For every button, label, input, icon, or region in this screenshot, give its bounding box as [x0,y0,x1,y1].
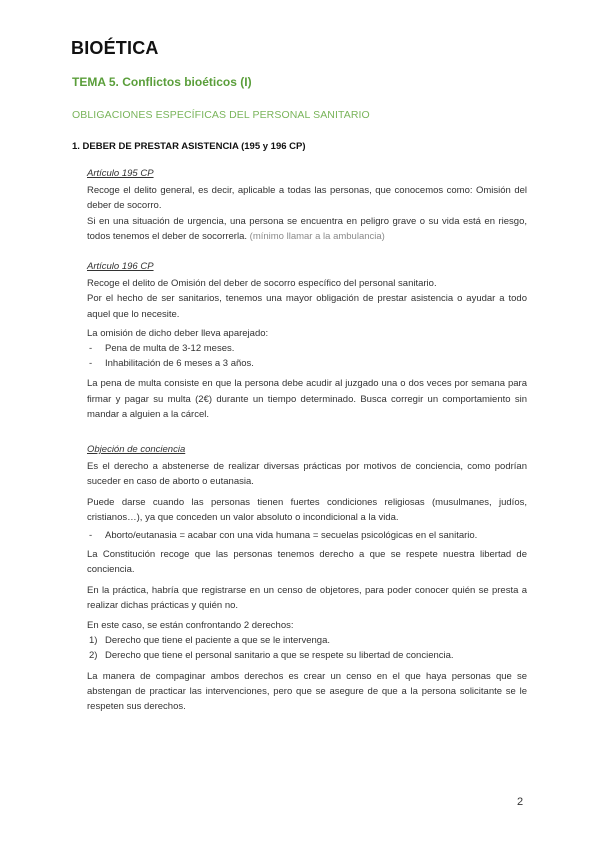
objection-paragraph: La manera de compaginar ambos derechos es crear un censo en el que haya personas que se abstengan de practicar las intervenciones, pero que se asegure de que a la persona solicitante se le respeten sus derechos. [87,670,527,713]
list-item: 1) Derecho que tiene el paciente a que se le intervenga. [89,635,330,647]
objection-block [87,442,527,714]
section-heading: OBLIGACIONES ESPECÍFICAS DEL PERSONAL SANITARIO [72,109,370,121]
article-196-heading: Artículo 196 CP [87,261,154,272]
article-196-paragraph: Por el hecho de ser sanitarios, tenemos una mayor obligación de prestar asistencia o ayudar a todo aquel que lo necesite. [87,293,527,320]
article-196-paragraph: La omisión de dicho deber lleva aparejado: [87,327,269,339]
article-196-paragraph: La pena de multa consiste en que la persona debe acudir al juzgado una o dos veces por semana para firmar y pagar su multa (2€) durante un tiempo determinado. Busca corregir un comportamiento sin mandar a alguien a la cárcel. [87,378,527,420]
article-195-paragraph: Si en una situación de urgencia, una persona se encuentra en peligro grave o su vida está en riesgo, todos tenemos el deber de socorrerla. (mínimo llamar a la ambulancia) [87,215,527,242]
list-item: - Inhabilitación de 6 meses a 3 años. [89,358,254,370]
document-title: BIOÉTICA [71,38,159,58]
dash-list [87,528,527,543]
objection-paragraph: En la práctica, habría que registrarse en un censo de objetores, para poder conocer quién se presta a realizar dichas prácticas y quién no. [87,584,527,611]
page-number: 2 [517,796,524,808]
list-item: - Aborto/eutanasia = acabar con una vida humana = secuelas psicológicas en el sanitario. [89,530,478,542]
objection-paragraph: La Constitución recoge que las personas tenemos derecho a que se respete nuestra libertad de conciencia. [87,549,527,576]
article-195-block [87,166,527,244]
article-195-heading: Artículo 195 CP [87,168,154,179]
rights-list [87,633,527,663]
objection-paragraph: En este caso, se están confrontando 2 derechos: [87,620,294,632]
article-195-paragraph: Recoge el delito general, es decir, aplicable a todas las personas, que conocemos como: Omisión del deber de socorro. [87,185,527,212]
article-196-paragraph: Recoge el delito de Omisión del deber de socorro específico del personal sanitario. [87,278,437,290]
objection-heading: Objeción de conciencia [87,444,186,455]
list-item: 2) Derecho que tiene el personal sanitario a que se respete su libertad de conciencia. [89,650,454,662]
objection-paragraph: Puede darse cuando las personas tienen fuertes condiciones religiosas (musulmanes, judíos, cristianos…), ya que conceden un valor absoluto o incondicional a la vida. [87,496,527,523]
subsection-heading: 1. DEBER DE PRESTAR ASISTENCIA (195 y 196 CP) [72,141,306,152]
penalty-list [87,341,527,371]
article-195-note: (mínimo llamar a la ambulancia) [249,230,385,242]
topic-heading: TEMA 5. Conflictos bioéticos (I) [72,75,252,89]
objection-paragraph: Es el derecho a abstenerse de realizar diversas prácticas por motivos de conciencia, como podrían suceder en caso de aborto o eutanasia. [87,461,527,488]
list-item: - Pena de multa de 3-12 meses. [89,343,235,355]
article-196-block [87,259,527,422]
